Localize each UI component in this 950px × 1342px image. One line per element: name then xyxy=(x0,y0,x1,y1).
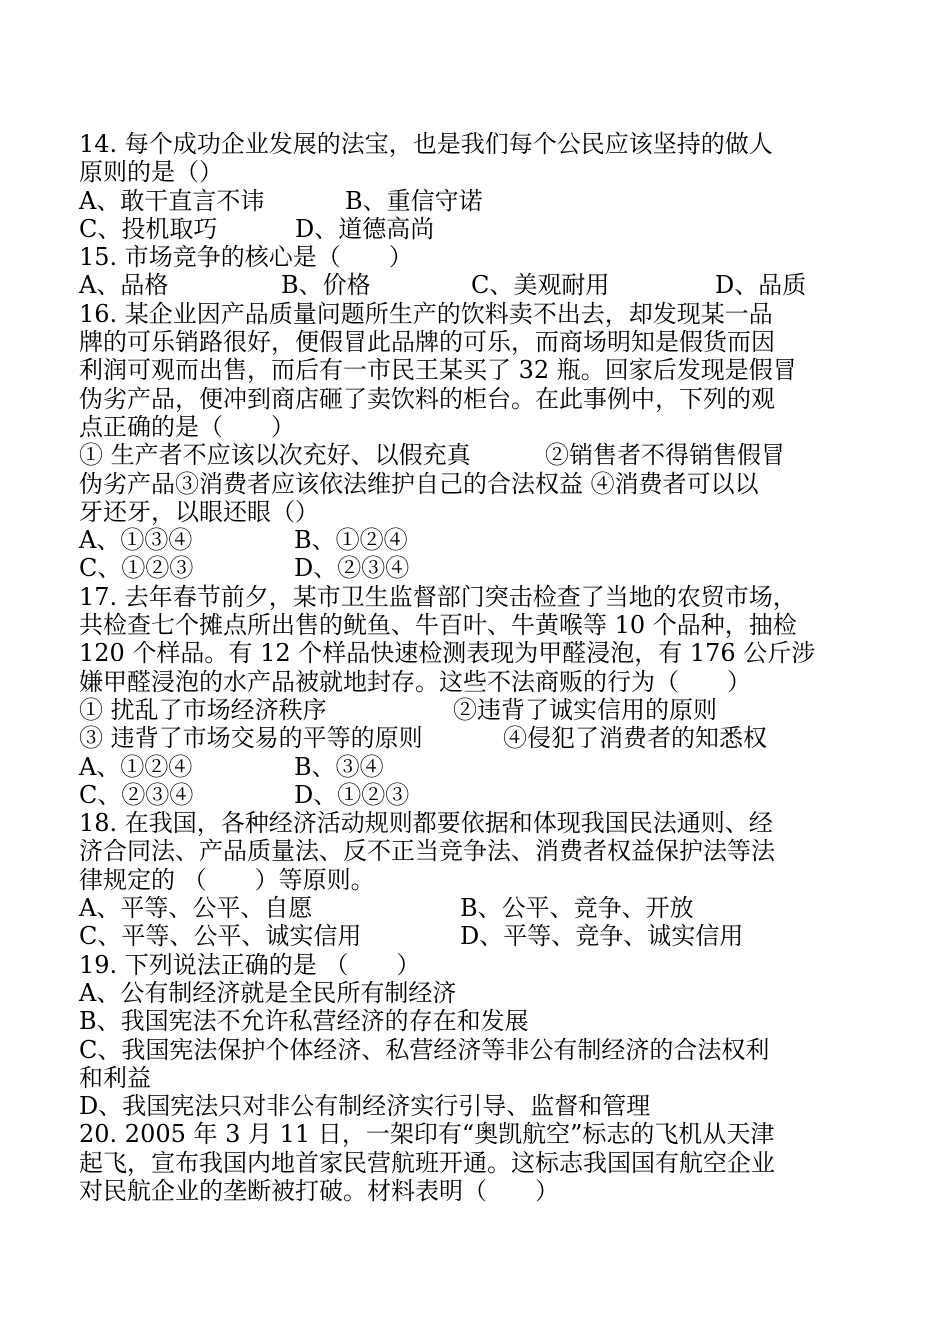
question-stem-line: 对民航企业的垄断被打破。材料表明（ ） xyxy=(79,1176,559,1205)
option-row xyxy=(79,271,899,299)
option-d: D、平等、竞争、诚实信用 xyxy=(460,922,744,951)
statement-1: ① 扰乱了市场经济秩序 xyxy=(79,695,327,724)
statement-2: ②销售者不得销售假冒 xyxy=(545,441,785,470)
question-stem-line: 律规定的 （ ）等原则。 xyxy=(79,865,375,894)
question-18 xyxy=(79,809,899,950)
option-row xyxy=(79,922,899,950)
question-19 xyxy=(79,951,899,1121)
option-row xyxy=(79,215,899,243)
option-line: A、公有制经济就是全民所有制经济 xyxy=(79,978,457,1007)
question-stem-line: 点正确的是（ ） xyxy=(79,412,295,441)
option-line: 和利益 xyxy=(79,1063,151,1092)
question-stem-line: 牌的可乐销路很好，便假冒此品牌的可乐，而商场明知是假货而因 xyxy=(79,328,775,357)
option-row xyxy=(79,526,899,554)
option-line: B、我国宪法不允许私营经济的存在和发展 xyxy=(79,1007,529,1036)
option-row xyxy=(79,894,899,922)
option-line: C、我国宪法保护个体经济、私营经济等非公有制经济的合法权利 xyxy=(79,1035,770,1064)
statement-1: ① 生产者不应该以次充好、以假充真 xyxy=(79,441,471,470)
question-16 xyxy=(79,300,899,583)
statement-row xyxy=(79,441,899,469)
option-row xyxy=(79,781,899,809)
option-c: C、平等、公平、诚实信用 xyxy=(79,922,362,951)
option-row xyxy=(79,753,899,781)
question-stem-line: 20. 2005 年 3 月 11 日，一架印有“奥凯航空”标志的飞机从天津 xyxy=(79,1120,775,1149)
statement-line: 伪劣产品③消费者应该依法维护自己的合法权益 ④消费者可以以 xyxy=(79,469,759,498)
statement-line: 牙还牙，以眼还眼（） xyxy=(79,497,319,526)
question-stem-line: 原则的是（） xyxy=(79,158,223,187)
question-stem-line: 起飞，宣布我国内地首家民营航班开通。这标志我国国有航空企业 xyxy=(79,1148,775,1177)
option-c: C、②③④ xyxy=(79,780,194,809)
statement-row xyxy=(79,696,899,724)
question-20 xyxy=(79,1120,899,1205)
question-stem-line: 16. 某企业因产品质量问题所生产的饮料卖不出去，却发现某一品 xyxy=(79,299,773,328)
option-d: D、品质 xyxy=(715,271,807,300)
option-row xyxy=(79,187,899,215)
option-a: A、品格 xyxy=(79,271,169,300)
option-b: B、价格 xyxy=(281,271,371,300)
statement-row xyxy=(79,724,899,752)
option-c: C、美观耐用 xyxy=(471,271,610,300)
question-stem-line: 15. 市场竞争的核心是（ ） xyxy=(79,243,413,272)
option-b: B、③④ xyxy=(294,752,384,781)
option-b: B、①②④ xyxy=(294,526,408,555)
option-line: D、我国宪法只对非公有制经济实行引导、监督和管理 xyxy=(79,1092,651,1121)
option-d: D、①②③ xyxy=(294,780,410,809)
statement-3: ③ 违背了市场交易的平等的原则 xyxy=(79,724,423,753)
question-stem-line: 共检查七个摊点所出售的鱿鱼、牛百叶、牛黄喉等 10 个品种，抽检 xyxy=(79,611,797,640)
option-d: D、②③④ xyxy=(294,554,410,583)
question-stem-line: 19. 下列说法正确的是 （ ） xyxy=(79,950,421,979)
question-stem-line: 14. 每个成功企业发展的法宝，也是我们每个公民应该坚持的做人 xyxy=(79,130,773,158)
option-a: A、平等、公平、自愿 xyxy=(79,894,313,923)
option-b: B、重信守诺 xyxy=(345,186,483,215)
question-stem-line: 伪劣产品，便冲到商店砸了卖饮料的柜台。在此事例中，下列的观 xyxy=(79,384,775,413)
question-stem-line: 120 个样品。有 12 个样品快速检测表现为甲醛浸泡，有 176 公斤涉 xyxy=(79,639,816,668)
question-15 xyxy=(79,243,899,300)
option-a: A、①③④ xyxy=(79,526,193,555)
option-a: A、①②④ xyxy=(79,752,193,781)
statement-2: ②违背了诚实信用的原则 xyxy=(453,695,717,724)
exam-page xyxy=(79,130,899,1205)
question-17 xyxy=(79,583,899,809)
option-a: A、敢干直言不讳 xyxy=(79,186,265,215)
question-stem-line: 18. 在我国，各种经济活动规则都要依据和体现我国民法通则、经 xyxy=(79,809,773,838)
statement-4: ④侵犯了消费者的知悉权 xyxy=(503,724,767,753)
option-c: C、①②③ xyxy=(79,554,194,583)
option-d: D、道德高尚 xyxy=(295,214,435,243)
option-b: B、公平、竞争、开放 xyxy=(460,894,694,923)
option-c: C、投机取巧 xyxy=(79,214,218,243)
question-stem-line: 济合同法、产品质量法、反不正当竞争法、消费者权益保护法等法 xyxy=(79,837,775,866)
question-14 xyxy=(79,130,899,243)
question-stem-line: 嫌甲醛浸泡的水产品被就地封存。这些不法商贩的行为（ ） xyxy=(79,667,751,696)
option-row xyxy=(79,554,899,582)
question-stem-line: 利润可观而出售，而后有一市民王某买了 32 瓶。回家后发现是假冒 xyxy=(79,356,797,385)
question-stem-line: 17. 去年春节前夕，某市卫生监督部门突击检查了当地的农贸市场， xyxy=(79,582,797,611)
